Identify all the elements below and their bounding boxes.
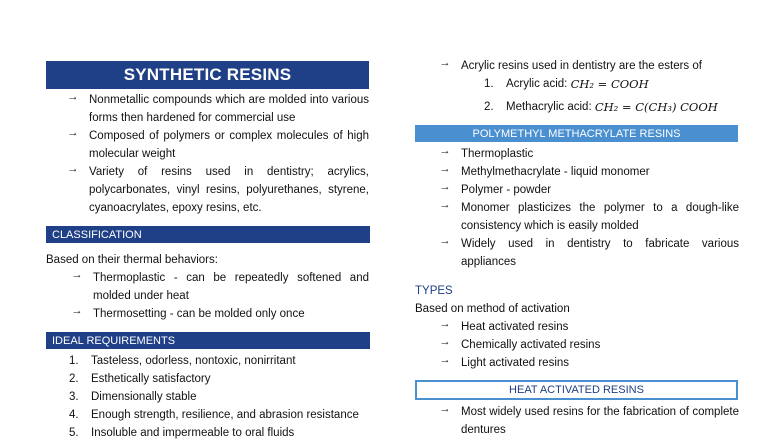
list-item [439,318,739,336]
item-text: Esthetically satisfactory [91,373,211,385]
list-item [67,91,369,127]
arrow-icon: → [439,181,451,193]
types-item: Chemically activated resins [461,339,601,351]
list-item [439,145,739,163]
types-item: Light activated resins [461,357,570,369]
list-item [439,235,739,271]
list-item [439,199,739,235]
item-text: Enough strength, resilience, and abrasion resistance [91,409,359,421]
list-item [69,370,211,388]
list-item [69,352,296,370]
item-text: Tasteless, odorless, nontoxic, nonirritant [91,355,296,367]
pmma-item: Widely used in dentistry to fabricate various appliances [461,238,739,268]
list-item [69,406,359,424]
types-heading: TYPES [415,285,453,297]
pmma-item: Monomer plasticizes the polymer to a dough-like consistency which is easily molded [461,202,739,232]
pmma-item: Polymer - powder [461,184,552,196]
formula: CH₂ = COOH [570,77,649,91]
pmma-item: Thermoplastic [461,148,534,160]
list-item [439,354,739,372]
list-item [484,75,649,93]
item-label: Methacrylic acid: [506,101,592,113]
heat-item: Most widely used resins for the fabrication of complete dentures [461,406,739,436]
item-label: Acrylic acid: [506,78,568,90]
pmma-heading: POLYMETHYL METHACRYLATE RESINS [415,125,738,142]
list-item [69,424,294,442]
heat-heading: HEAT ACTIVATED RESINS [415,380,738,400]
item-number: 4. [69,409,79,421]
item-number: 3. [69,391,79,403]
arrow-icon: → [439,57,451,69]
intro-text: Nonmetallic compounds which are molded into various forms then hardened for commercial use [89,94,369,124]
arrow-icon: → [439,336,451,348]
arrow-icon: → [71,305,83,317]
item-number: 5. [69,427,79,439]
list-item [439,57,739,75]
arrow-icon: → [439,145,451,157]
intro-text: Composed of polymers or complex molecules of high molecular weight [89,130,369,160]
item-number: 2. [69,373,79,385]
item-text: Insoluble and impermeable to oral fluids [91,427,295,439]
ideal-heading: IDEAL REQUIREMENTS [46,332,370,349]
classification-item: Thermoplastic - can be repeatedly softened and molded under heat [93,272,369,302]
list-item [71,269,369,305]
list-item [439,181,739,199]
pmma-item: Methylmethacrylate - liquid monomer [461,166,650,178]
arrow-icon: → [67,127,79,139]
list-item [67,127,369,163]
arrow-icon: → [67,91,79,103]
classification-heading: CLASSIFICATION [46,226,370,243]
item-number: 2. [484,101,494,113]
acrylic-lead: Acrylic resins used in dentistry are the esters of [461,60,702,72]
arrow-icon: → [439,163,451,175]
item-number: 1. [69,355,79,367]
types-lead: Based on method of activation [415,303,570,315]
classification-lead: Based on their thermal behaviors: [46,254,218,266]
list-item [71,305,369,323]
arrow-icon: → [439,354,451,366]
intro-text: Variety of resins used in dentistry; acrylics, polycarbonates, vinyl resins, polyurethanes, styrene, cyanoacrylates, epoxy resins, etc. [89,166,369,214]
types-item: Heat activated resins [461,321,569,333]
classification-item: Thermosetting - can be molded only once [93,308,305,320]
list-item [69,388,196,406]
list-item [484,98,718,116]
list-item [439,163,739,181]
item-text: Dimensionally stable [91,391,197,403]
arrow-icon: → [439,199,451,211]
list-item [67,163,369,217]
formula: CH₂ = C(CH₃) COOH [594,100,718,114]
arrow-icon: → [71,269,83,281]
list-item [439,403,739,439]
arrow-icon: → [67,163,79,175]
arrow-icon: → [439,318,451,330]
item-number: 1. [484,78,494,90]
list-item [439,336,739,354]
arrow-icon: → [439,403,451,415]
page-title: SYNTHETIC RESINS [46,61,369,89]
arrow-icon: → [439,235,451,247]
